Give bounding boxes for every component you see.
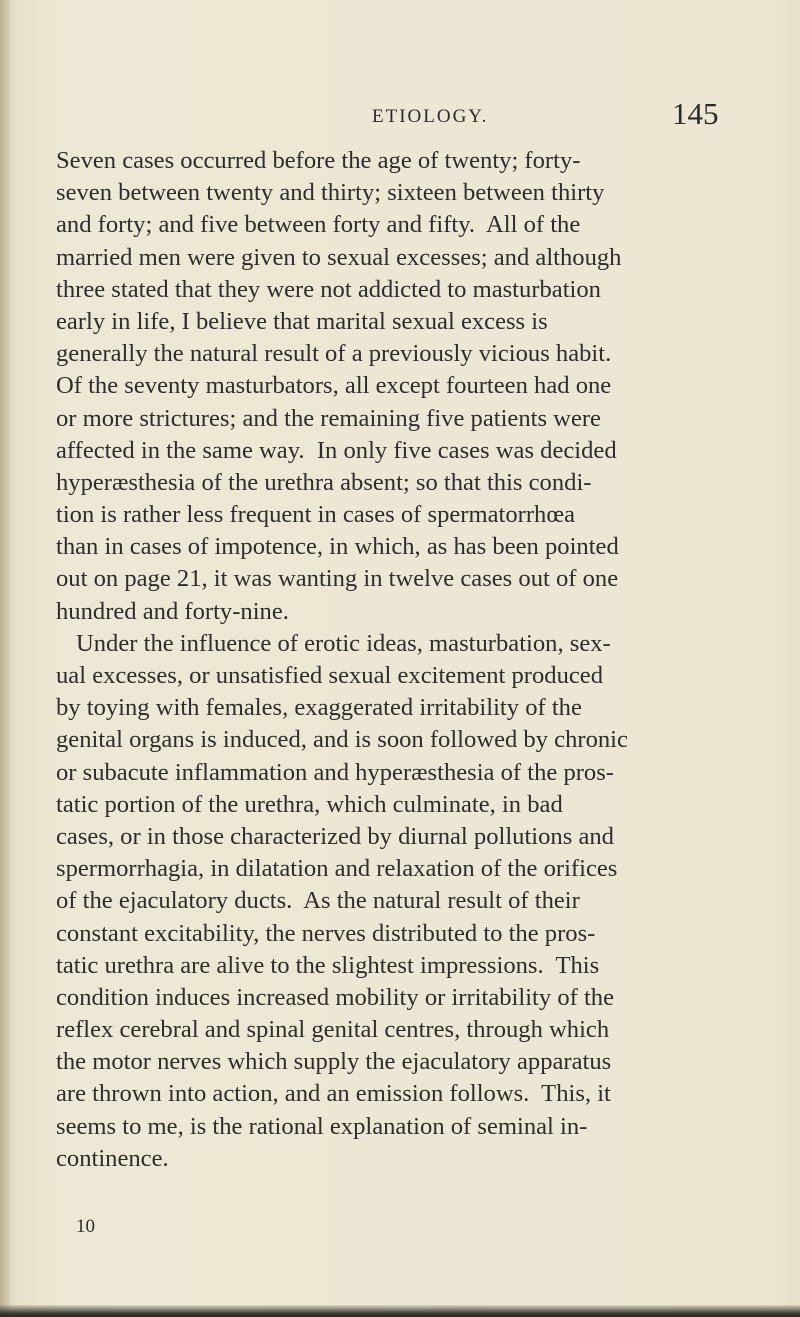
text-line: by toying with females, exaggerated irritability of the [56,694,582,722]
text-line: cases, or in those characterized by diurnal pollutions and [56,822,614,850]
running-head-title: ETIOLOGY. [372,106,489,127]
text-line: ual excesses, or unsatisfied sexual excitement produced [56,662,604,689]
text-line: or more strictures; and the remaining five patients were [56,404,601,432]
text-line: reflex cerebral and spinal genital centres, through which [56,1016,610,1044]
page-number: 145 [672,96,719,131]
running-head [60,94,740,134]
text-line: of the ejaculatory ducts. As the natural result of their [56,887,580,915]
page-gutter-shadow [0,0,12,1317]
text-line: Under the influence of erotic ideas, masturbation, sex- [76,629,611,657]
text-line: continence. [56,1144,169,1172]
text-line: constant excitability, the nerves distributed to the pros- [56,919,596,947]
text-line: tion is rather less frequent in cases of spermatorrhœa [56,501,576,529]
text-line: genital organs is induced, and is soon followed by chronic [56,726,628,754]
text-line: early in life, I believe that marital sexual excess is [56,307,548,335]
text-line: condition induces increased mobility or irritability of the [56,983,615,1011]
text-line: married men were given to sexual excesses; and although [56,243,622,271]
text-line: spermorrhagia, in dilatation and relaxation of the orifices [56,855,618,883]
text-line: hyperæsthesia of the urethra absent; so that this condi- [56,468,592,496]
text-line: or subacute inflammation and hyperæsthesia of the pros- [56,758,614,786]
text-line: affected in the same way. In only five cases was decided [56,436,617,464]
text-line: seems to me, is the rational explanation of seminal in- [56,1112,588,1140]
text-line: out on page 21, it was wanting in twelve cases out of one [56,565,619,593]
text-line: tatic urethra are alive to the slightest impressions. This [56,951,600,979]
text-line: generally the natural result of a previously vicious habit. [56,340,612,368]
text-line: seven between twenty and thirty; sixteen between thirty [56,179,605,207]
page-bottom-edge [0,1305,800,1317]
text-line: than in cases of impotence, in which, as has been pointed [56,533,619,561]
body-text [56,145,746,1175]
text-line: are thrown into action, and an emission follows. This, it [56,1080,611,1108]
text-line: Seven cases occurred before the age of twenty; forty- [56,147,581,174]
text-line: hundred and forty-nine. [56,597,289,625]
text-line: Of the seventy masturbators, all except fourteen had one [56,372,612,400]
text-line: three stated that they were not addicted to masturbation [56,275,601,303]
text-line: tatic portion of the urethra, which culminate, in bad [56,790,563,818]
text-line: the motor nerves which supply the ejaculatory apparatus [56,1048,612,1076]
text-line: and forty; and five between forty and fifty. All of the [56,211,581,239]
signature-mark: 10 [76,1216,95,1237]
